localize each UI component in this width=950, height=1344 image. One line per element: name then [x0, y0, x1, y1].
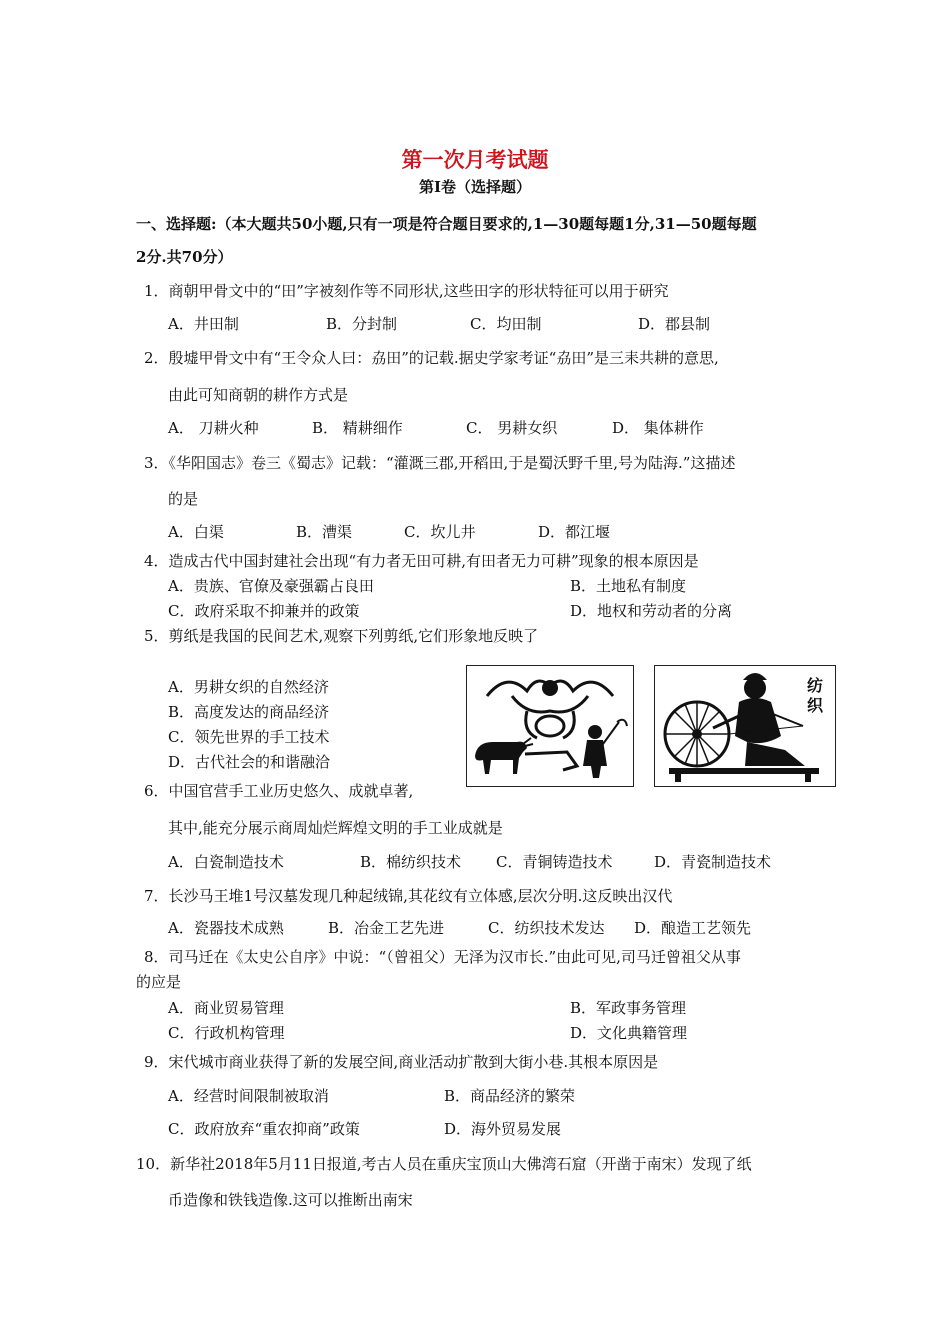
q2-option-b[interactable]: B． 精耕细作	[312, 419, 403, 437]
question-2-stem-line2: 由此可知商朝的耕作方式是	[168, 386, 349, 404]
q3-option-c[interactable]: C．坎儿井	[404, 523, 476, 541]
question-3-stem-line1: 3．《华阳国志》卷三《蜀志》记载：“灌溉三郡,开稻田,于是蜀沃野千里,号为陆海.”这描述	[144, 454, 736, 472]
q1-option-a[interactable]: A．井田制	[168, 315, 239, 333]
q4-option-c[interactable]: C．政府采取不抑兼并的政策	[168, 602, 360, 620]
q6-option-a[interactable]: A．白瓷制造技术	[168, 853, 284, 871]
q9-option-b[interactable]: B．商品经济的繁荣	[444, 1087, 576, 1105]
q7-option-b[interactable]: B．冶金工艺先进	[328, 919, 445, 937]
question-8-stem-line2: 的应是	[136, 973, 182, 991]
q3-option-b[interactable]: B．漕渠	[296, 523, 353, 541]
q2-option-d[interactable]: D． 集体耕作	[612, 419, 704, 437]
q1-option-d[interactable]: D．郡县制	[638, 315, 711, 333]
q9-option-a[interactable]: A．经营时间限制被取消	[168, 1087, 329, 1105]
q8-option-a[interactable]: A．商业贸易管理	[168, 999, 284, 1017]
q8-option-d[interactable]: D．文化典籍管理	[570, 1024, 688, 1042]
papercut-caption: 纺织	[807, 676, 824, 715]
q1-option-b[interactable]: B．分封制	[326, 315, 398, 333]
ox-plow-farmer-icon	[467, 666, 633, 786]
question-3-stem-line2: 的是	[168, 490, 199, 508]
question-6-stem-line2: 其中,能充分展示商周灿烂辉煌文明的手工业成就是	[168, 819, 503, 837]
q3-option-d[interactable]: D．都江堰	[538, 523, 611, 541]
q5-option-a[interactable]: A．男耕女织的自然经济	[168, 678, 329, 696]
q7-option-c[interactable]: C．纺织技术发达	[488, 919, 605, 937]
section-instruction-line2: 2分.共70分）	[136, 248, 233, 266]
exam-title: 第一次月考试题	[401, 147, 549, 172]
q5-option-c[interactable]: C．领先世界的手工技术	[168, 728, 330, 746]
question-9-stem: 9．宋代城市商业获得了新的发展空间,商业活动扩散到大街小巷.其根本原因是	[144, 1053, 659, 1071]
question-1-stem: 1．商朝甲骨文中的“田”字被刻作等不同形状,这些田字的形状特征可以用于研究	[144, 282, 669, 300]
q6-option-d[interactable]: D．青瓷制造技术	[654, 853, 772, 871]
q6-option-c[interactable]: C．青铜铸造技术	[496, 853, 613, 871]
question-8-stem-line1: 8．司马迁在《太史公自序》中说：“（曾祖父）无泽为汉市长.”由此可见,司马迁曾祖父从事	[144, 948, 741, 966]
q9-option-d[interactable]: D．海外贸易发展	[444, 1120, 562, 1138]
q7-option-d[interactable]: D．酿造工艺领先	[634, 919, 752, 937]
q5-option-b[interactable]: B．高度发达的商品经济	[168, 703, 330, 721]
q8-option-b[interactable]: B．军政事务管理	[570, 999, 687, 1017]
question-10-stem-line2: 币造像和铁钱造像.这可以推断出南宋	[168, 1191, 413, 1209]
q6-option-b[interactable]: B．棉纺织技术	[360, 853, 462, 871]
question-7-stem: 7．长沙马王堆1号汉墓发现几种起绒锦,其花纹有立体感,层次分明.这反映出汉代	[144, 887, 673, 905]
paper-subtitle: 第Ⅰ卷（选择题）	[418, 178, 532, 196]
papercut-farming-image	[466, 665, 634, 787]
question-10-stem-line1: 10．新华社2018年5月11日报道,考古人员在重庆宝顶山大佛湾石窟（开凿于南宋）发现了纸	[136, 1155, 752, 1173]
q4-option-a[interactable]: A．贵族、官僚及豪强霸占良田	[168, 577, 374, 595]
q9-option-c[interactable]: C．政府放弃“重农抑商”政策	[168, 1120, 360, 1138]
q2-option-a[interactable]: A． 刀耕火种	[168, 419, 259, 437]
question-2-stem-line1: 2．殷墟甲骨文中有“王令众人曰：劦田”的记载.据史学家考证“劦田”是三耒共耕的意思,	[144, 349, 719, 367]
q8-option-c[interactable]: C．行政机构管理	[168, 1024, 285, 1042]
q3-option-a[interactable]: A．白渠	[168, 523, 224, 541]
section-instruction-line1: 一、选择题:（本大题共50小题,只有一项是符合题目要求的,1—30题每题1分,31—50题每题	[136, 215, 757, 233]
q4-option-d[interactable]: D．地权和劳动者的分离	[570, 602, 733, 620]
q7-option-a[interactable]: A．瓷器技术成熟	[168, 919, 284, 937]
q1-option-c[interactable]: C．均田制	[470, 315, 542, 333]
q5-option-d[interactable]: D．古代社会的和谐融洽	[168, 753, 331, 771]
question-4-stem: 4．造成古代中国封建社会出现“有力者无田可耕,有田者无力可耕”现象的根本原因是	[144, 552, 699, 570]
q4-option-b[interactable]: B．土地私有制度	[570, 577, 687, 595]
question-6-stem-line1: 6．中国官营手工业历史悠久、成就卓著,	[144, 782, 414, 800]
q2-option-c[interactable]: C． 男耕女织	[466, 419, 558, 437]
question-5-stem: 5．剪纸是我国的民间艺术,观察下列剪纸,它们形象地反映了	[144, 627, 539, 645]
papercut-spinning-image	[654, 665, 836, 787]
